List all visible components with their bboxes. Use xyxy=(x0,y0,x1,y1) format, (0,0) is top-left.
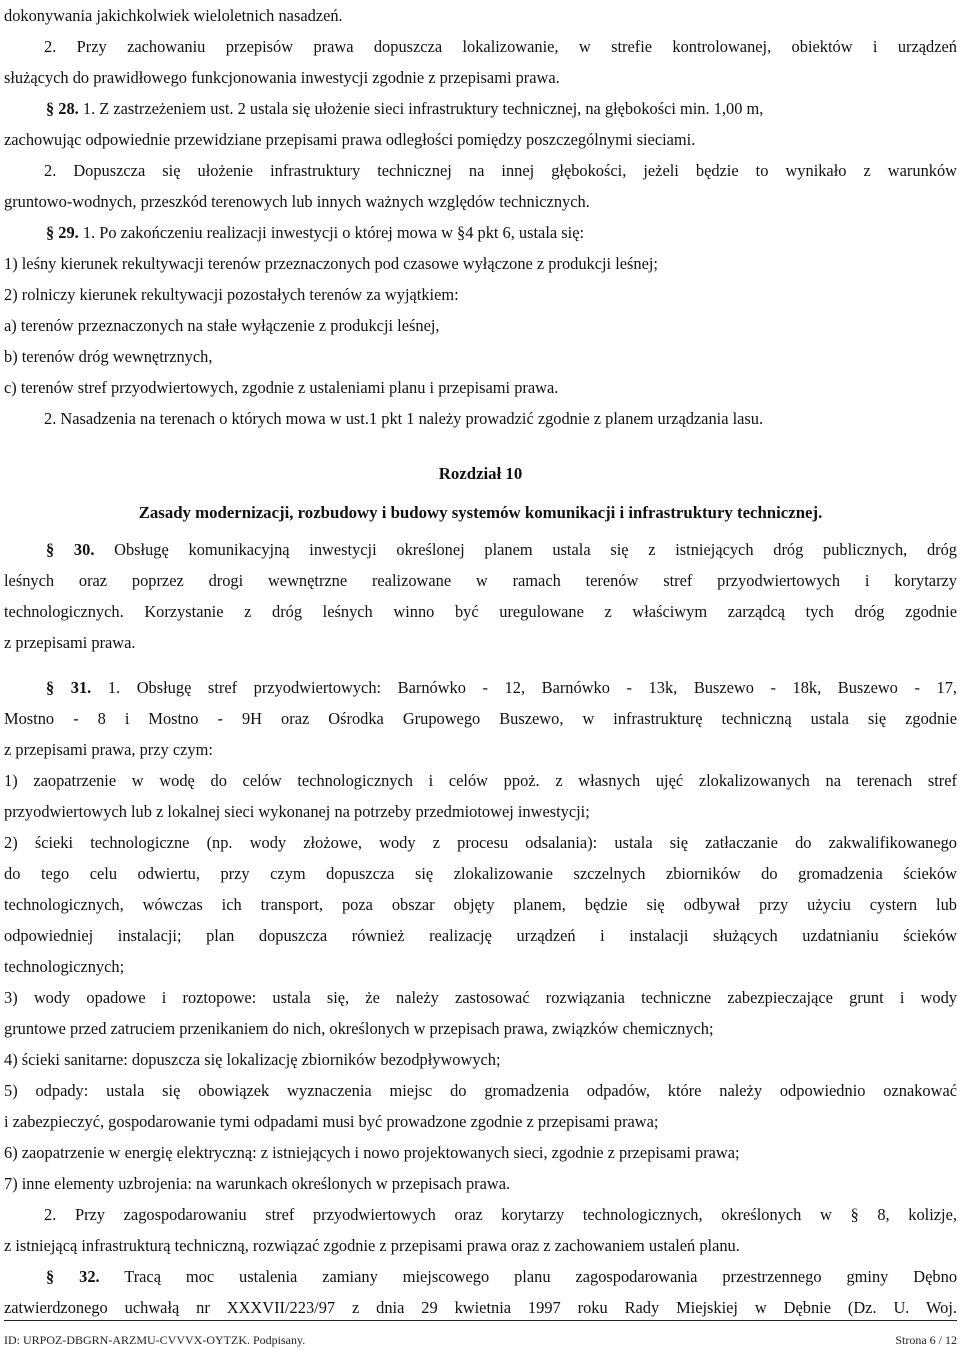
text-line: technologicznych, wówczas ich transport, poza obszar objęty planem, będzie się odbywał przy użyciu cystern lub xyxy=(4,895,957,914)
text-line: 2. Dopuszcza się ułożenie infrastruktury technicznej na innej głębokości, jeżeli będzie to wynikało z warunków xyxy=(44,161,957,180)
text-line: c) terenów stref przyodwiertowych, zgodnie z ustaleniami planu i przepisami prawa. xyxy=(4,378,559,397)
text-line: 2. Przy zachowaniu przepisów prawa dopuszcza lokalizowanie, w strefie kontrolowanej, obiektów i urządzeń xyxy=(44,37,957,56)
text-line: gruntowe przed zatruciem przenikaniem do nich, określonych w przepisach prawa, związków chemicznych; xyxy=(4,1019,714,1038)
text-line: leśnych oraz poprzez drogi wewnętrzne realizowane w ramach terenów stref przyodwiertowych i korytarzy xyxy=(4,571,957,590)
text-span: Obsługę komunikacyjną inwestycji określonej planem ustala się z istniejących dróg publicznych, dróg xyxy=(94,540,958,559)
text-line: do tego celu odwiertu, przy czym dopuszcza się zlokalizowanie szczelnych zbiorników do gromadzenia ścieków xyxy=(4,864,957,883)
text-line: gruntowo-wodnych, przeszkód terenowych lub innych ważnych względów technicznych. xyxy=(4,192,590,211)
section-number: § 30. xyxy=(46,540,95,559)
spacer xyxy=(4,434,957,458)
text-line: przyodwiertowych lub z lokalnej sieci wykonanej na potrzeby przedmiotowej inwestycji; xyxy=(4,802,590,821)
text-line: dokonywania jakichkolwiek wieloletnich nasadzeń. xyxy=(4,6,343,25)
text-line: 2) ścieki technologiczne (np. wody złożowe, wody z procesu odsalania): ustala się zatłaczanie do zakwalifikowanego xyxy=(4,833,957,852)
text-line: służących do prawidłowego funkcjonowania inwestycji zgodnie z przepisami prawa. xyxy=(4,68,560,87)
text-line: zachowując odpowiednie przewidziane przepisami prawa odległości pomiędzy poszczególnymi sieciami. xyxy=(4,130,696,149)
document-page xyxy=(4,0,957,1323)
text-span: 1. Z zastrzeżeniem ust. 2 ustala się ułożenie sieci infrastruktury technicznej, na głębokości min. 1,00 m, xyxy=(78,99,764,118)
chapter-title: Rozdział 10 xyxy=(438,464,523,483)
text-line: 1) zaopatrzenie w wodę do celów technologicznych i celów ppoż. z własnych ujęć zlokalizowanych na terenach stref xyxy=(4,771,957,790)
text-line: 7) inne elementy uzbrojenia: na warunkach określonych w przepisach prawa. xyxy=(4,1174,511,1193)
text-line: 2. Przy zagospodarowaniu stref przyodwiertowych oraz korytarzy technologicznych, określonych w § 8, kolizje, xyxy=(44,1205,957,1224)
text-span: Tracą moc ustalenia zamiany miejscowego planu zagospodarowania przestrzennego gminy Dębno xyxy=(99,1267,958,1286)
chapter-subtitle: Zasady modernizacji, rozbudowy i budowy systemów komunikacji i infrastruktury technicznej. xyxy=(138,503,823,522)
text-span: 1. Po zakończeniu realizacji inwestycji o której mowa w §4 pkt 6, ustala się: xyxy=(78,223,585,242)
text-line: a) terenów przeznaczonych na stałe wyłączenie z produkcji leśnej, xyxy=(4,316,440,335)
text-line: i zabezpieczyć, gospodarowanie tymi odpadami musi być prowadzone zgodnie z przepisami prawa; xyxy=(4,1112,659,1131)
text-line: 4) ścieki sanitarne: dopuszcza się lokalizację zbiorników bezodpływowych; xyxy=(4,1050,501,1069)
text-line: 3) wody opadowe i roztopowe: ustala się, że należy zastosować rozwiązania techniczne zabezpieczające grunt i wody xyxy=(4,988,957,1007)
page-number: Strona 6 / 12 xyxy=(895,1333,957,1347)
paragraph-30-line xyxy=(4,534,957,565)
text-line: z istniejącą infrastrukturą techniczną, rozwiązać zgodnie z przepisami prawa oraz z zachowaniem ustaleń planu. xyxy=(4,1236,740,1255)
paragraph-32-line xyxy=(4,1261,957,1292)
text-line: b) terenów dróg wewnętrznych, xyxy=(4,347,213,366)
text-line: z przepisami prawa. xyxy=(4,633,136,652)
section-number: § 29. xyxy=(46,223,79,242)
text-line: 2) rolniczy kierunek rekultywacji pozostałych terenów za wyjątkiem: xyxy=(4,285,459,304)
text-line: technologicznych; xyxy=(4,957,125,976)
text-line: 6) zaopatrzenie w energię elektryczną: z istniejących i nowo projektowanych sieci, zgodnie z przepisami prawa; xyxy=(4,1143,740,1162)
text-span: 1. Obsługę stref przyodwiertowych: Barnówko - 12, Barnówko - 13k, Buszewo - 18k, Buszewo - 17, xyxy=(91,678,957,697)
section-number: § 28. xyxy=(46,99,79,118)
text-line: technologicznych. Korzystanie z dróg leśnych winno być uregulowane z właściwym zarządcą tych dróg zgodnie xyxy=(4,602,957,621)
text-line: 5) odpady: ustala się obowiązek wyznaczenia miejsc do gromadzenia odpadów, które należy odpowiednio oznakować xyxy=(4,1081,957,1100)
text-line: 1) leśny kierunek rekultywacji terenów przeznaczonych pod czasowe wyłączone z produkcji leśnej; xyxy=(4,254,658,273)
text-line: zatwierdzonego uchwałą nr XXXVII/223/97 z dnia 29 kwietnia 1997 roku Rady Miejskiej w Dębnie (Dz. U. Woj. xyxy=(4,1298,957,1317)
text-line: Mostno - 8 i Mostno - 9H oraz Ośrodka Grupowego Buszewo, w infrastrukturę techniczną ustala się zgodnie xyxy=(4,709,957,728)
spacer xyxy=(4,658,957,672)
paragraph-29-line xyxy=(4,217,957,248)
paragraph-28-line xyxy=(4,93,957,124)
text-line: odpowiedniej instalacji; plan dopuszcza również realizację urządzeń i instalacji służących uzdatnianiu ścieków xyxy=(4,926,957,945)
section-number: § 31. xyxy=(46,678,92,697)
document-id: ID: URPOZ-DBGRN-ARZMU-CVVVX-OYTZK. Podpisany. xyxy=(4,1333,306,1347)
section-number: § 32. xyxy=(46,1267,100,1286)
paragraph-31-line xyxy=(4,672,957,703)
text-line: z przepisami prawa, przy czym: xyxy=(4,740,213,759)
text-line: 2. Nasadzenia na terenach o których mowa w ust.1 pkt 1 należy prowadzić zgodnie z planem urządzania lasu. xyxy=(44,409,764,428)
page-footer xyxy=(4,1320,957,1348)
